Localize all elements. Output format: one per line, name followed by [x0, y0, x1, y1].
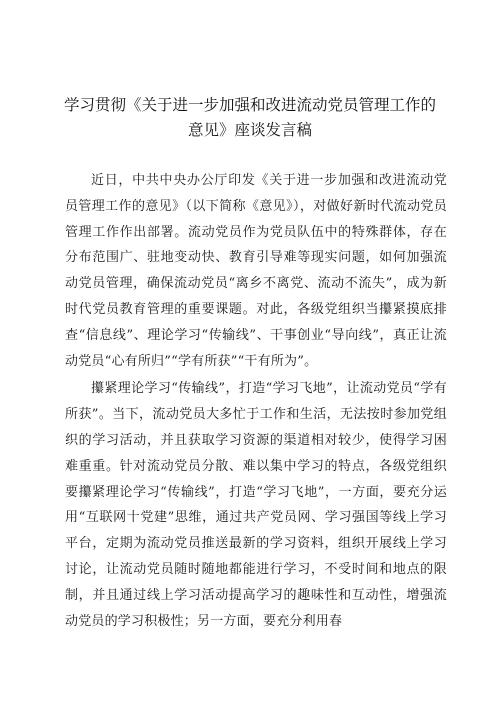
- paragraph-2: 攥紧理论学习“传输线”，打造“学习飞地”，让流动党员“学有所获”。当下，流动党员大多忙于工作和生活，无法按时参加党组织的学习活动，并且获取学习资源的渠道相对较少，使得学习困难重重。针对流动党员分散、难以集中学习的特点，各级党组织要攥紧理论学习“传输线”，打造“学习飞地”，一方面，要充分运用“互联网十党建”思维，通过共产党员网、学习强国等线上学习平台，定期为流动党员推送最新的学习资料，组织开展线上学习讨论，让流动党员随时随地都能进行学习，不受时间和地点的限制，并且通过线上学习活动提高学习的趣味性和互动性，增强流动党员的学习积极性；另一方面，要充分利用春: [65, 381, 447, 629]
- document-title: [60, 93, 440, 143]
- document-body: [65, 168, 447, 636]
- title-line-2: 意见》座谈发言稿: [187, 121, 312, 139]
- title-line-1: 学习贯彻《关于进一步加强和改进流动党员管理工作的: [63, 96, 436, 114]
- paragraph-1: 近日，中共中央办公厅印发《关于进一步加强和改进流动党员管理工作的意见》（以下简称《意见》），对做好新时代流动党员管理工作作出部署。流动党员作为党员队伍中的特殊群体，存在分布范围广、驻地变动快、教育引导难等现实问题，如何加强流动党员管理，确保流动党员“离乡不离党、流动不流失”，成为新时代党员教育管理的重要课题。对此，各级党组织当攥紧摸底排查“信息线”、理论学习“传输线”、干事创业“导向线”，真正让流动党员“心有所归”“学有所获”“干有所为”。: [65, 173, 447, 369]
